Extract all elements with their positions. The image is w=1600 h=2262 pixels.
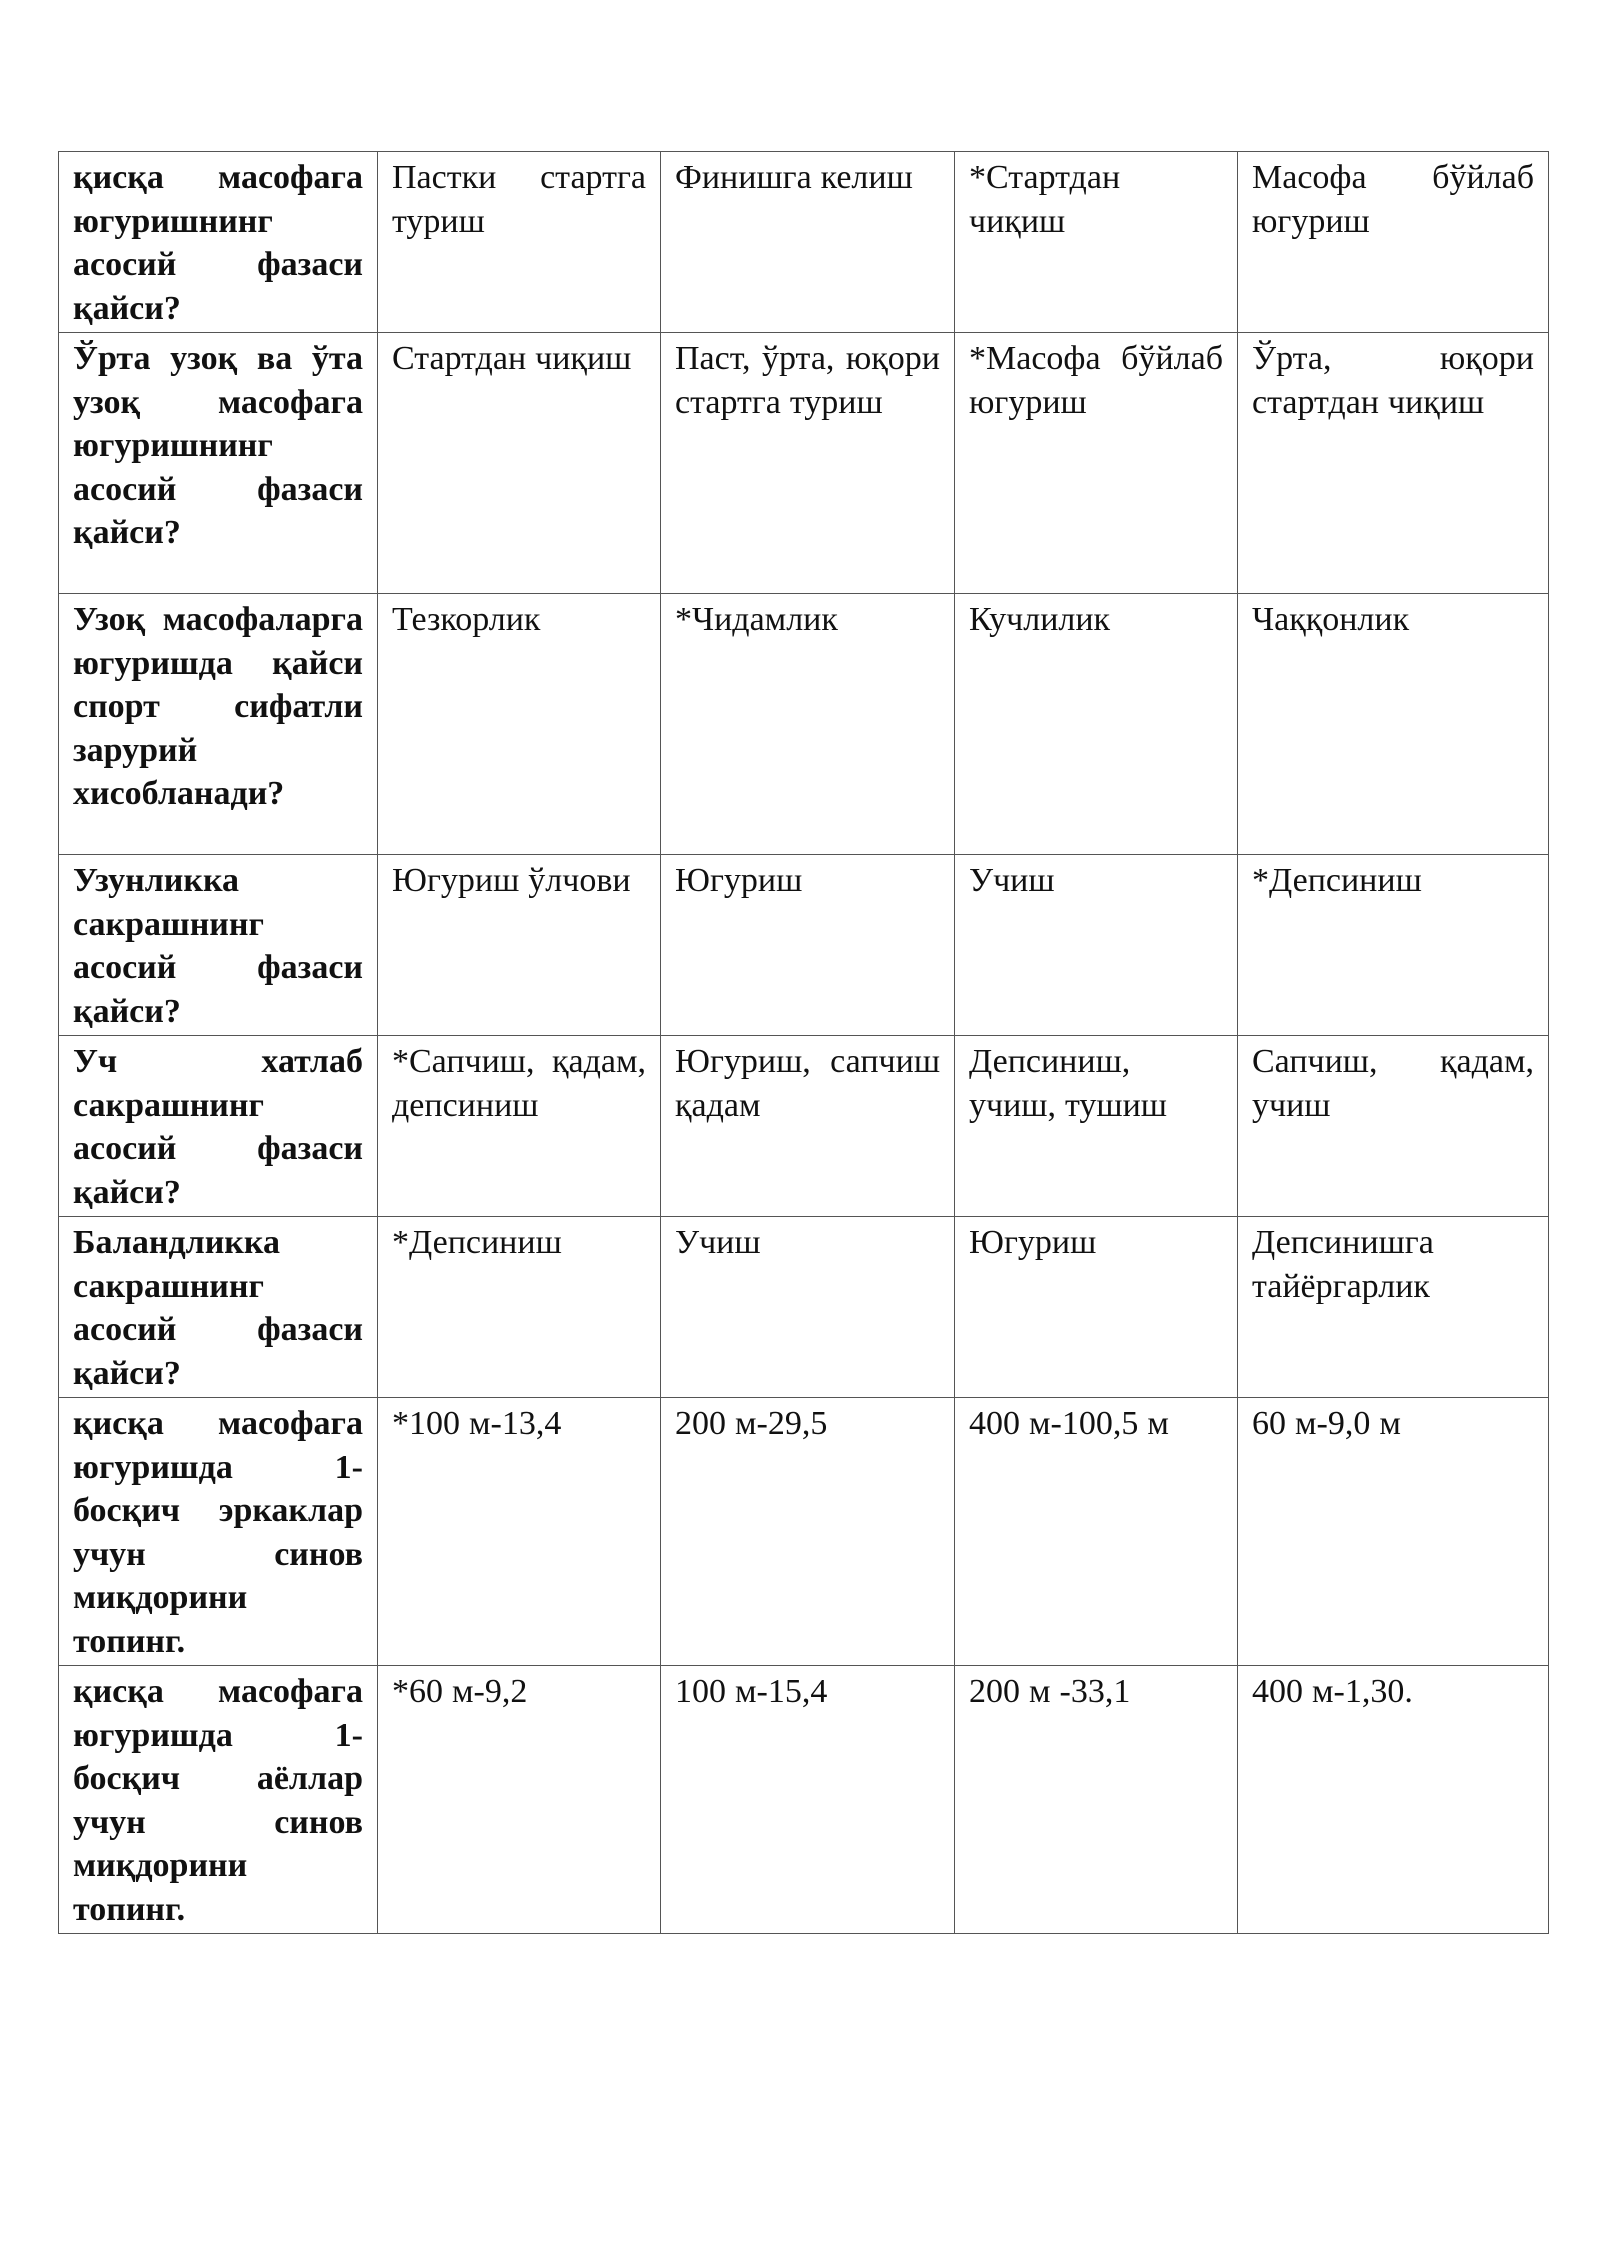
- question-row: [59, 855, 1549, 1036]
- option-cell: Кучлилик: [955, 594, 1238, 855]
- option-cell: 400 м-1,30.: [1238, 1666, 1549, 1934]
- question-row: [59, 152, 1549, 333]
- option-cell: Югуриш ўлчови: [378, 855, 661, 1036]
- option-cell: *Стартдан чиқиш: [955, 152, 1238, 333]
- option-cell: *Сапчиш, қадам, депсиниш: [378, 1036, 661, 1217]
- option-cell: 200 м -33,1: [955, 1666, 1238, 1934]
- option-cell: Учиш: [661, 1217, 955, 1398]
- question-cell: Узоқ масофаларга югуришда қайси спорт сифатли зарурий хисобланади?: [59, 594, 378, 855]
- question-row: [59, 1666, 1549, 1934]
- option-cell: 100 м-15,4: [661, 1666, 955, 1934]
- option-cell: Югуриш, сапчиш қадам: [661, 1036, 955, 1217]
- question-cell: Баландликка сакрашнинг асосий фазаси қайси?: [59, 1217, 378, 1398]
- question-cell: қисқа масофага югуришнинг асосий фазаси қайси?: [59, 152, 378, 333]
- option-cell: Чаққонлик: [1238, 594, 1549, 855]
- question-row: [59, 1398, 1549, 1666]
- option-cell: Сапчиш, қадам, учиш: [1238, 1036, 1549, 1217]
- option-cell: Учиш: [955, 855, 1238, 1036]
- question-cell: Уч хатлаб сакрашнинг асосий фазаси қайси?: [59, 1036, 378, 1217]
- question-row: [59, 333, 1549, 594]
- question-cell: қисқа масофага югуришда 1-босқич эркаклар учун синов миқдорини топинг.: [59, 1398, 378, 1666]
- question-cell: қисқа масофага югуришда 1-босқич аёллар учун синов миқдорини топинг.: [59, 1666, 378, 1934]
- option-cell: *60 м-9,2: [378, 1666, 661, 1934]
- option-cell: Тезкорлик: [378, 594, 661, 855]
- option-cell: Паст, ўрта, юқори стартга туриш: [661, 333, 955, 594]
- question-row: [59, 1217, 1549, 1398]
- option-cell: *100 м-13,4: [378, 1398, 661, 1666]
- option-cell: Финишга келиш: [661, 152, 955, 333]
- option-cell: Ўрта, юқори стартдан чиқиш: [1238, 333, 1549, 594]
- question-row: [59, 1036, 1549, 1217]
- option-cell: *Чидамлик: [661, 594, 955, 855]
- option-cell: *Масофа бўйлаб югуриш: [955, 333, 1238, 594]
- option-cell: 200 м-29,5: [661, 1398, 955, 1666]
- question-row: [59, 594, 1549, 855]
- option-cell: Масофа бўйлаб югуриш: [1238, 152, 1549, 333]
- question-cell: Узунликка сакрашнинг асосий фазаси қайси?: [59, 855, 378, 1036]
- option-cell: Депсинишга тайёргарлик: [1238, 1217, 1549, 1398]
- option-cell: Стартдан чиқиш: [378, 333, 661, 594]
- option-cell: 60 м-9,0 м: [1238, 1398, 1549, 1666]
- question-cell: Ўрта узоқ ва ўта узоқ масофага югуришнинг асосий фазаси қайси?: [59, 333, 378, 594]
- option-cell: 400 м-100,5 м: [955, 1398, 1238, 1666]
- quiz-table: [58, 151, 1549, 1934]
- option-cell: Депсиниш, учиш, тушиш: [955, 1036, 1238, 1217]
- option-cell: Югуриш: [955, 1217, 1238, 1398]
- option-cell: *Депсиниш: [1238, 855, 1549, 1036]
- option-cell: Югуриш: [661, 855, 955, 1036]
- option-cell: *Депсиниш: [378, 1217, 661, 1398]
- option-cell: Пастки стартга туриш: [378, 152, 661, 333]
